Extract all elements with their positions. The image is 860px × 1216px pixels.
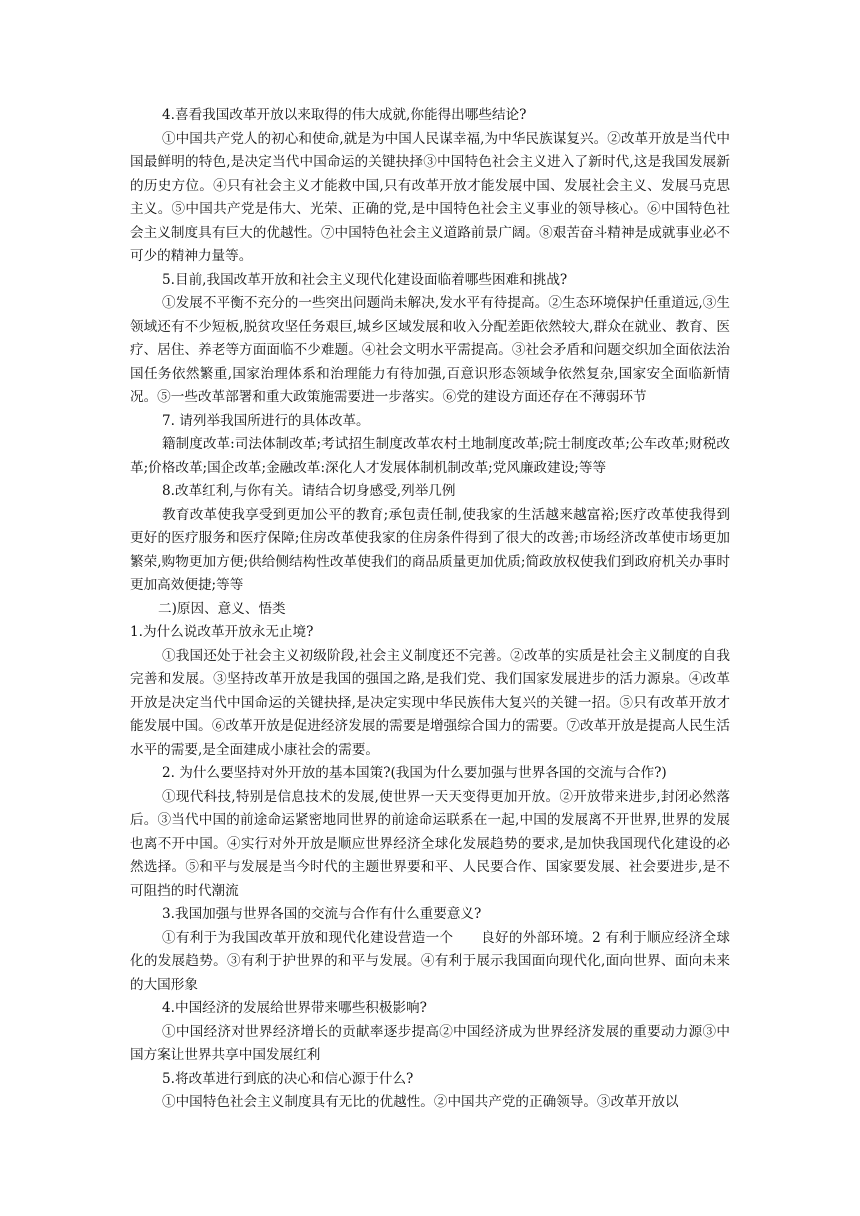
document-body (130, 104, 730, 1115)
question-heading: 2. 为什么要坚持对外开放的基本国策?(我国为什么要加强与世界各国的交流与合作?) (162, 765, 667, 781)
question-heading: 1.为什么说改革开放永无止境? (130, 624, 314, 640)
answer-paragraph: ①有利于为我国改革开放和现代化建设营造一个 良好的外部环境。2 有利于顺应经济全球化的发展趋势。③有利于护世界的和平与发展。④有利于展示我国面向现代化,面向世界、面向未来的大国形象 (130, 929, 730, 993)
question-heading: 4.中国经济的发展给世界带来哪些积极影响? (162, 1000, 427, 1016)
answer-paragraph: ①中国共产党人的初心和使命,就是为中国人民谋幸福,为中华民族谋复兴。②改革开放是当代中国最鲜明的特色,是决定当代中国命运的关键抉择③中国特色社会主义进入了新时代,这是我国发展新的历史方位。④只有社会主义才能救中国,只有改革开放才能发展中国、发展社会主义、发展马克思主义。⑤中国共产党是伟大、光荣、正确的党,是中国特色社会主义事业的领导核心。⑥中国特色社会主义制度具有巨大的优越性。⑦中国特色社会主义道路前景广阔。⑧艰苦奋斗精神是成就事业必不可少的精神力量等。 (130, 130, 730, 264)
answer-paragraph: ①发展不平衡不充分的一些突出问题尚未解决,发水平有待提高。②生态环境保护任重道远,③生领域还有不少短板,脱贫攻坚任务艰巨,城乡区域发展和收入分配差距依然较大,群众在就业、教育、医疗、居住、养老等方面面临不少难题。④社会文明水平需提高。③社会矛盾和问题交织加全面依法治国任务依然繁重,国家治理体系和治理能力有待加强,百意识形态领域争依然复杂,国家安全面临新情况。⑤一些改革部署和重大政策施需要进一步落实。⑥党的建设方面还存在不薄弱环节 (130, 295, 730, 405)
question-heading: 5.将改革进行到底的决心和信心源于什么? (162, 1070, 414, 1087)
answer-paragraph: ①中国经济对世界经济增长的贡献率逐步提高②中国经济成为世界经济发展的重要动力源③中国方案让世界共享中国发展红利 (130, 1023, 730, 1063)
answer-paragraph: ①现代科技,特别是信息技术的发展,使世界一天天变得更加开放。②开放带来进步,封闭必然落后。③当代中国的前途命运紧密地同世界的前途命运联系在一起,中国的发展离不开世界,世界的发展也离不开中国。④实行对外开放是顺应世界经济全球化发展趋势的要求,是加快我国现代化建设的必然选择。⑤和平与发展是当今时代的主题世界要和平、人民要合作、国家要发展、社会要进步,是不可阻挡的时代潮流 (130, 788, 730, 899)
question-heading: 8.改革红利,与你有关。请结合切身感受,列举几例 (162, 483, 456, 499)
answer-paragraph: 教育改革使我享受到更加公平的教育;承包责任制,使我家的生活越来越富裕;医疗改革使我得到更好的医疗服务和医疗保障;住房改革使我家的住房条件得到了很大的改善;市场经济改革使市场更加繁荣,购物更加方便;供给侧结构性改革使我们的商品质量更加优质;简政放权使我们到政府机关办事时更加高效便捷;等等 (130, 506, 730, 593)
answer-paragraph: ①我国还处于社会主义初级阶段,社会主义制度还不完善。②改革的实质是社会主义制度的自我完善和发展。③坚持改革开放是我国的强国之路,是我们党、我们国家发展进步的活力源泉。④改革开放是决定当代中国命运的关键抉择,是决定实现中华民族伟大复兴的关键一招。⑤只有改革开放才能发展中国。⑥改革开放是促进经济发展的需要是增强综合国力的需要。⑦改革开放是提高人民生活水平的需要,是全面建成小康社会的需要。 (130, 647, 730, 758)
question-heading: 5.目前,我国改革开放和社会主义现代化建设面临着哪些困难和挑战? (162, 271, 568, 288)
section-heading: 二)原因、意义、悟类 (158, 600, 286, 617)
answer-paragraph: ①中国特色社会主义制度具有无比的优越性。②中国共产党的正确领导。③改革开放以 (162, 1094, 679, 1110)
question-heading: 3.我国加强与世界各国的交流与合作有什么重要意义? (162, 906, 482, 922)
question-heading: 4.喜看我国改革开放以来取得的伟大成就,你能得出哪些结论? (162, 107, 527, 123)
answer-paragraph: 籍制度改革:司法体制改革;考试招生制度改革农村土地制度改革;院士制度改革;公车改革;财税改革;价格改革;国企改革;金融改革:深化人才发展体制机制改革;党风廉政建设;等等 (130, 436, 730, 476)
question-heading: 7. 请列举我国所进行的具体改革。 (162, 412, 370, 429)
